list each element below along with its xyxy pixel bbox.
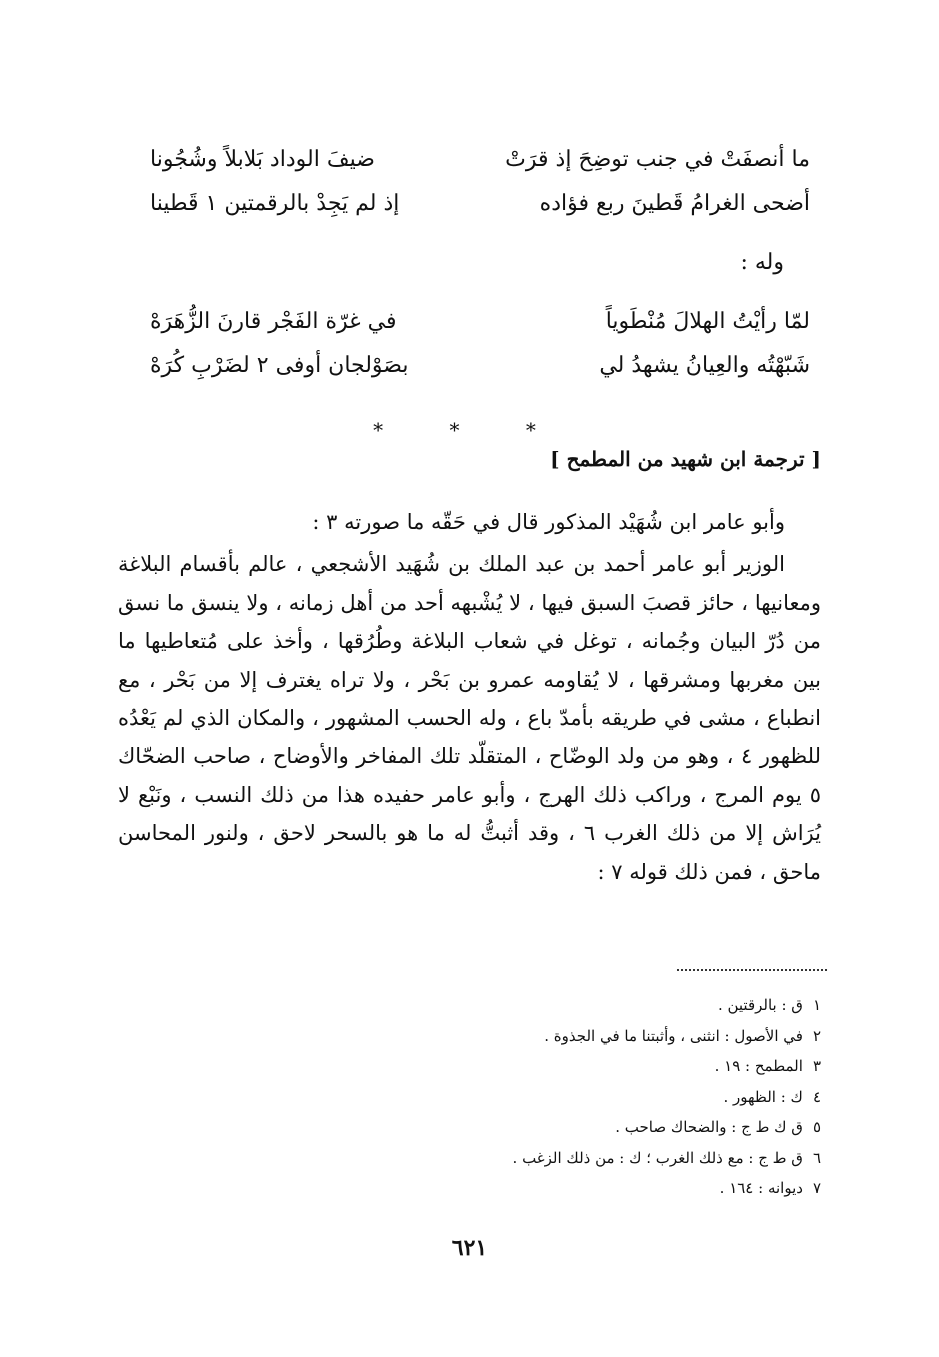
footnote-number: ٦ [812, 1148, 821, 1167]
verse-first-hemistich: أضحى الغرامُ قَطينَ ربع فؤاده [539, 191, 810, 216]
verse-first-hemistich: شَبّهْتُه والعِيانُ يشهدُ لي [599, 353, 810, 378]
footnote-text: ق ط ج : مع ذلك الغرب ؛ ك : من ذلك الزغب . [512, 1148, 803, 1167]
verse-second-hemistich: في غرّة الفَجْر قارنَ الزُّهَرَهْ [150, 309, 397, 334]
verse [150, 138, 810, 182]
section-heading: [ ترجمة ابن شهيد من المطمح ] [550, 447, 821, 471]
section-separator: * * * [373, 418, 566, 442]
verse-first-hemistich: ما أنصفَتْ في جنب توضِحَ إذ قرَتْ [505, 147, 810, 172]
footnote-number: ٥ [812, 1118, 821, 1136]
footnote-item [121, 1082, 821, 1113]
footnote-rule [677, 969, 827, 971]
footnote-number: ٧ [812, 1179, 821, 1197]
footnote-text: ديوانه : ١٦٤ . [719, 1179, 803, 1197]
verse-second-hemistich: ضيفَ الوداد بَلابلاً وشُجُونا [150, 147, 375, 172]
poem-block-1 [150, 138, 810, 226]
footnote-item [121, 1143, 821, 1174]
footnote-item [121, 1051, 821, 1082]
prose-body [118, 503, 821, 891]
verse [150, 344, 810, 388]
footnote-text: ك : الظهور . [723, 1087, 803, 1106]
footnote-number: ٣ [812, 1057, 821, 1075]
footnote-item [121, 990, 821, 1021]
footnote-item [121, 1112, 821, 1143]
verse-second-hemistich: إذ لم يَجِدْ بالرقمتين ١ قَطينا [150, 191, 400, 216]
verse [150, 300, 810, 344]
prose-paragraph: الوزير أبو عامر أحمد بن عبد الملك بن شُهَيد الأشجعي ، عالم بأقسام البلاغة ومعانيها ، حائز قصبَ السبق فيها ، لا يُشْبهه أحد من أهل زمانه ، ولا ينسق ما نسق من دُرّ البيان وجُمانه ، توغل في شعاب البلاغة وطُرُقها ، وأخذ على مُتعاطيها ما بين مغربها ومشرقها ، لا يُقاومه عمرو بن بَحْر ، ولا تراه يغترف إلا من بَحْر ، مع انطباع ، مشى في طريقه بأمدّ باع ، وله الحسب المشهور ، والمكان الذي لم يَعْدُه للظهور ٤ ، وهو من ولد الوضّاح ، المتقلّد تلك المفاخر والأوضاح ، صاحب الضحّاك ٥ يوم المرج ، وراكب ذلك الهرج ، وأبو عامر حفيده هذا من ذلك النسب ، ونَبْع لا يُرَاش إلا من ذلك الغرب ٦ ، وقد أثبتُّ له ما هو بالسحر لاحق ، ولنور المحاسن ماحق ، فمن ذلك قوله ٧ : [118, 552, 821, 884]
verse [150, 182, 810, 226]
footnote-text: في الأصول : انثنى ، وأثبتنا ما في الجذوة . [544, 1026, 803, 1045]
footnote-text: المطمح : ١٩ . [714, 1057, 803, 1075]
footnote-number: ٤ [812, 1087, 821, 1106]
verse-first-hemistich: لمّا رأيْتُ الهلالَ مُنْطَوياً [605, 309, 810, 334]
footnote-item [121, 1021, 821, 1052]
poem-intro: وله : [740, 250, 784, 275]
footnote-number: ٢ [812, 1026, 821, 1045]
footnote-number: ١ [812, 996, 821, 1014]
footnotes-list [121, 990, 821, 1204]
footnote-text: ق : بالرقتين . [717, 996, 803, 1014]
poem-block-2 [150, 300, 810, 388]
page-number: ٦٢١ [451, 1235, 488, 1261]
footnote-text: ق ك ط ج : والضحاك صاحب . [615, 1118, 803, 1136]
prose-intro-line: وأبو عامر ابن شُهَيْد المذكور قال في حَقّه ما صورته ٣ : [312, 510, 785, 534]
verse-second-hemistich: بصَوْلجان أوفى ٢ لضَرْبِ كُرَهْ [150, 353, 409, 378]
footnote-item [121, 1173, 821, 1204]
